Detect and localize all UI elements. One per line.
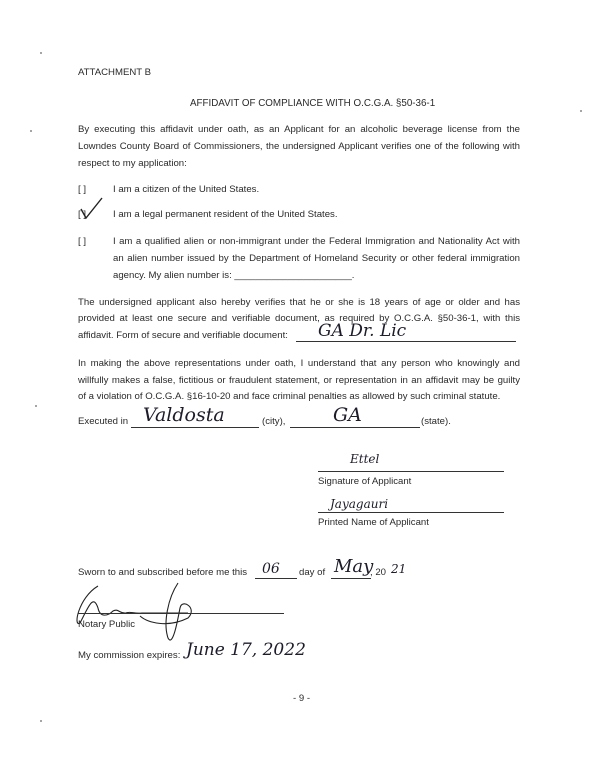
- checkbox[interactable]: [ ]: [78, 209, 86, 220]
- text-line: In making the above representations under oath, I understand that any person who knowingly and: [78, 358, 520, 369]
- signature-line: [318, 471, 504, 472]
- year-label: , 20: [370, 567, 387, 578]
- text-line: willfully makes a false, fictitious or fraudulent statement, or representation in an affidavit may be guilty: [78, 375, 520, 386]
- text-line: The undersigned applicant also hereby verifies that he or she is 18 years of age or older and has: [78, 297, 520, 308]
- option-label: I am a legal permanent resident of the United States.: [113, 209, 338, 220]
- attachment-label: ATTACHMENT B: [78, 67, 152, 78]
- signature-label: Signature of Applicant: [318, 476, 412, 487]
- printed-name-line: [318, 512, 504, 513]
- document-form-value[interactable]: GA Dr. Lic: [318, 321, 407, 341]
- checkbox[interactable]: [ ]: [78, 184, 86, 195]
- scan-speck: [30, 130, 32, 132]
- text-line: of a violation of O.C.G.A. §16-10-20 and face criminal penalties as allowed by such criminal statute.: [78, 391, 501, 402]
- notary-label: Notary Public: [78, 619, 136, 630]
- checkmark-icon: [78, 196, 108, 222]
- scan-speck: [40, 720, 42, 722]
- checkbox[interactable]: [ ]: [78, 236, 86, 247]
- text-line: affidavit. Form of secure and verifiable document:: [78, 330, 288, 341]
- scan-speck: [40, 52, 42, 54]
- month-line: [331, 578, 371, 579]
- applicant-signature[interactable]: Ettel: [350, 452, 380, 466]
- notary-line: [78, 613, 284, 614]
- day-line: [255, 578, 297, 579]
- day-value[interactable]: 06: [262, 561, 280, 577]
- executed-label: Executed in: [78, 416, 129, 427]
- text-line: respect to my application:: [78, 158, 187, 169]
- option-label: I am a citizen of the United States.: [113, 184, 260, 195]
- text-line: provided at least one secure and verifiable document, as required by O.C.G.A. §50-36-1, with this: [78, 313, 520, 324]
- option-label: I am a qualified alien or non-immigrant under the Federal Immigration and Nationality Act with: [113, 236, 520, 247]
- printed-name-label: Printed Name of Applicant: [318, 517, 429, 528]
- city-label: (city),: [262, 416, 286, 427]
- document-title: AFFIDAVIT OF COMPLIANCE WITH O.C.G.A. §50-36-1: [190, 98, 436, 109]
- state-label: (state).: [421, 416, 451, 427]
- printed-name-value[interactable]: Jayagauri: [330, 497, 389, 511]
- option-label: agency. My alien number is: ______________________.: [113, 270, 355, 281]
- month-value[interactable]: May: [334, 556, 374, 577]
- text-line: Lowndes County Board of Commissioners, the undersigned Applicant verifies one of the following with: [78, 141, 520, 152]
- page-number: - 9 -: [293, 693, 311, 704]
- option-label: an alien number issued by the Department of Homeland Security or other federal immigration: [113, 253, 520, 264]
- sworn-label: Sworn to and subscribed before me this: [78, 567, 248, 578]
- city-line: [131, 427, 259, 428]
- year-value[interactable]: 21: [391, 562, 407, 576]
- state-line: [290, 427, 420, 428]
- commission-label: My commission expires:: [78, 650, 181, 661]
- scan-speck: [580, 110, 582, 112]
- document-form-line: [296, 341, 516, 342]
- scan-speck: [35, 405, 37, 407]
- commission-date[interactable]: June 17, 2022: [186, 640, 306, 660]
- city-value[interactable]: Valdosta: [143, 404, 225, 426]
- text-line: By executing this affidavit under oath, as an Applicant for an alcoholic beverage license from the: [78, 124, 520, 135]
- state-value[interactable]: GA: [333, 404, 362, 426]
- day-of-label: day of: [299, 567, 326, 578]
